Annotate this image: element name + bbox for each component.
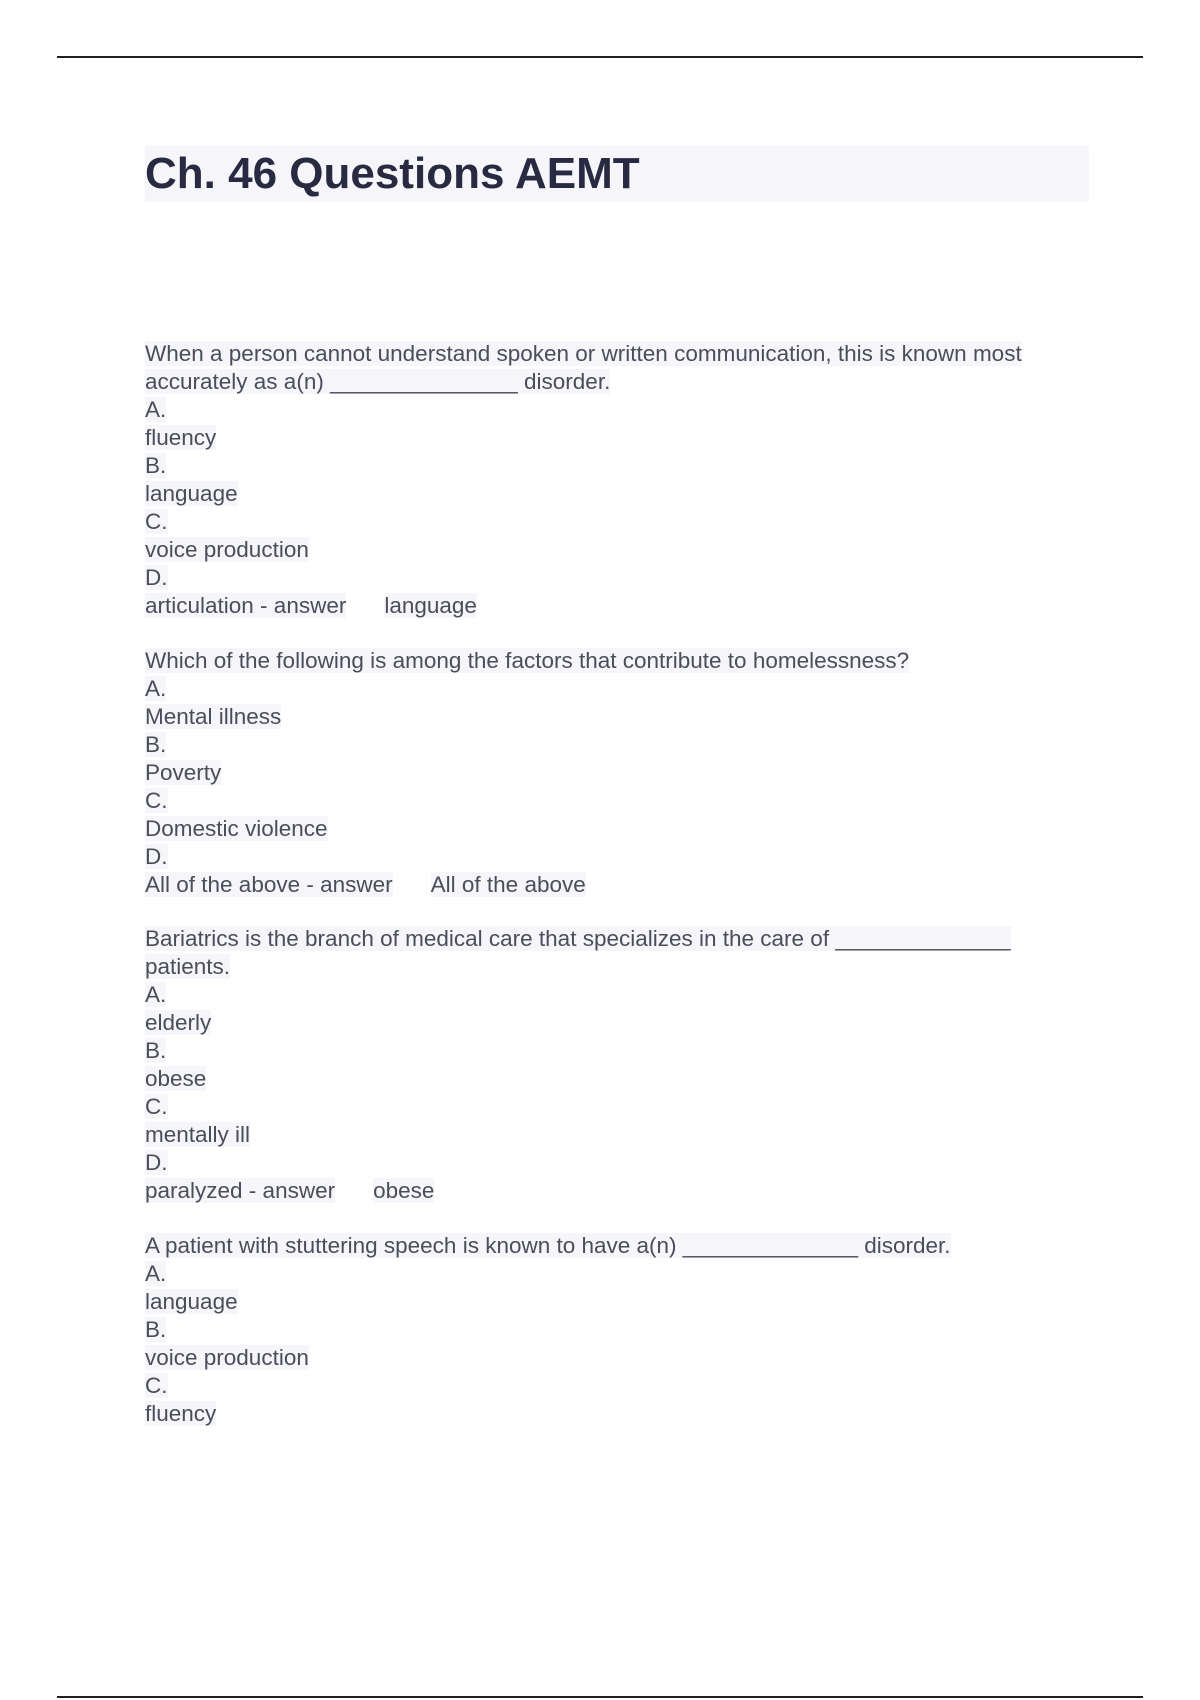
question-3-prompt-line-1: Bariatrics is the branch of medical care that specializes in the care of ______________ xyxy=(145,926,1011,951)
option-text: articulation - answer xyxy=(145,593,347,618)
option-letter: C. xyxy=(145,788,168,813)
option-text: obese xyxy=(145,1066,207,1091)
question-2 xyxy=(145,647,1095,899)
option-text: Poverty xyxy=(145,760,222,785)
answer-text: obese xyxy=(373,1178,435,1203)
option-text: voice production xyxy=(145,537,309,562)
option-text: language xyxy=(145,1289,238,1314)
option-letter: B. xyxy=(145,453,167,478)
answer-line xyxy=(145,871,1095,899)
option-letter: B. xyxy=(145,1038,167,1063)
answer-text: All of the above xyxy=(430,872,586,897)
option-text: elderly xyxy=(145,1010,212,1035)
top-rule xyxy=(57,56,1143,58)
answer-text: language xyxy=(384,593,477,618)
option-text: All of the above - answer xyxy=(145,872,393,897)
option-text: voice production xyxy=(145,1345,309,1370)
option-text: language xyxy=(145,481,238,506)
option-text: fluency xyxy=(145,425,217,450)
option-text: fluency xyxy=(145,1401,217,1426)
option-letter: D. xyxy=(145,565,168,590)
option-text: mentally ill xyxy=(145,1122,251,1147)
option-text: Domestic violence xyxy=(145,816,328,841)
option-letter: D. xyxy=(145,844,168,869)
bottom-rule xyxy=(57,1696,1143,1698)
question-2-prompt-line-1: Which of the following is among the factors that contribute to homelessness? xyxy=(145,648,910,673)
option-text: paralyzed - answer xyxy=(145,1178,336,1203)
question-1 xyxy=(145,340,1095,620)
question-3 xyxy=(145,925,1095,1205)
option-letter: C. xyxy=(145,1094,168,1119)
option-letter: A. xyxy=(145,982,167,1007)
option-letter: B. xyxy=(145,1317,167,1342)
question-4 xyxy=(145,1232,1095,1428)
answer-line xyxy=(145,1177,1095,1205)
option-letter: A. xyxy=(145,397,167,422)
option-letter: A. xyxy=(145,1261,167,1286)
option-letter: C. xyxy=(145,509,168,534)
option-letter: B. xyxy=(145,732,167,757)
question-4-prompt-line-1: A patient with stuttering speech is known to have a(n) ______________ disorder. xyxy=(145,1233,951,1258)
question-3-prompt-line-2: patients. xyxy=(145,954,231,979)
answer-line xyxy=(145,592,1095,620)
option-letter: A. xyxy=(145,676,167,701)
option-text: Mental illness xyxy=(145,704,282,729)
question-1-prompt-line-1: When a person cannot understand spoken or written communication, this is known most xyxy=(145,341,1022,366)
question-1-prompt-line-2: accurately as a(n) _______________ disorder. xyxy=(145,369,611,394)
option-letter: C. xyxy=(145,1373,168,1398)
option-letter: D. xyxy=(145,1150,168,1175)
page-title: Ch. 46 Questions AEMT xyxy=(145,146,1089,202)
